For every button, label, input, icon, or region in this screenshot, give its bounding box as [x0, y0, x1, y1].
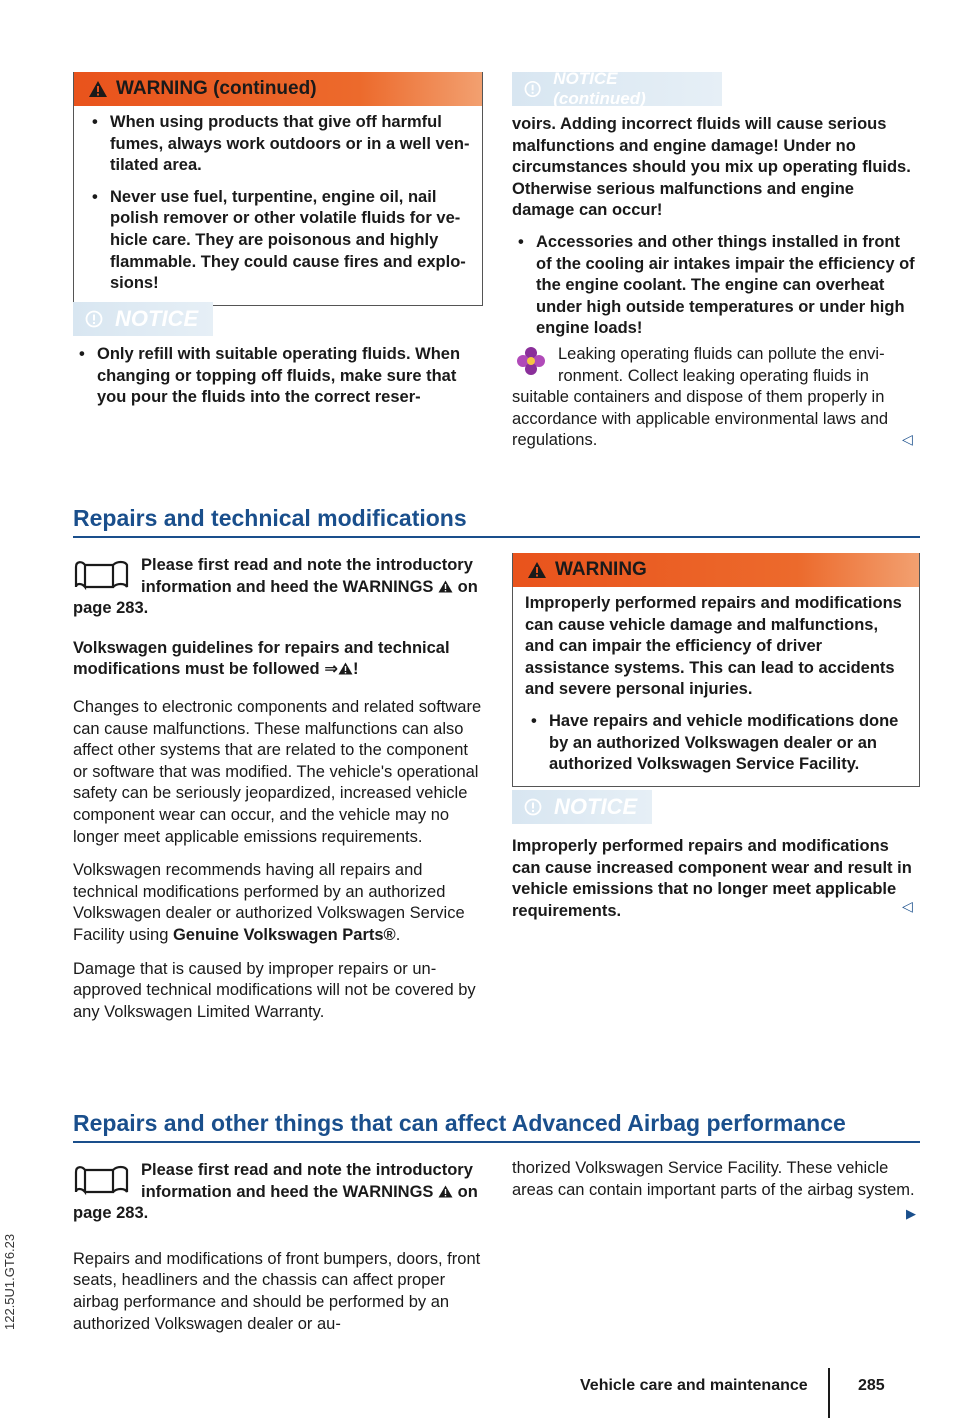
- guideline-suffix: !: [353, 660, 359, 679]
- warning-bullet-fumes: • When using products that give off harmful fumes, always work outdoors or in a well ventilated area.: [86, 112, 470, 177]
- section-end-icon: ◁: [902, 431, 913, 447]
- notice-label: NOTICE: [115, 306, 199, 331]
- warning-label: WARNING (continued): [116, 78, 317, 99]
- footer-section-name: Vehicle care and maintenance: [580, 1377, 808, 1394]
- notice-text: • Only refill with suitable operating fluids. When changing or topping off fluids, make sure that you pour the fluids into the correct reser-: [73, 344, 483, 409]
- guideline-arrow-icon: ⇒: [324, 660, 339, 679]
- warning-triangle-icon: [88, 80, 108, 98]
- notice-circle-icon: [524, 798, 542, 816]
- continue-arrow-icon: ▶: [906, 1206, 916, 1221]
- notice-bullet-cooling: • Accessories and other things installed in front of the cooling air intakes impair the efficiency of the engine coolant. The engine can overheat under high outside temperatures or under high engine loads!: [512, 232, 920, 340]
- notice-continued-text: voirs. Adding incorrect fluids will cause serious malfunctions and engine damage! Under no circumstances should you mix up operating fluids. Otherwise serious malfunctions and engine damage can occur!: [512, 115, 911, 220]
- page-number: 285: [858, 1377, 885, 1394]
- intro-text: Please first read and note the introductory information and heed the WARNINGS: [141, 556, 473, 596]
- warning-triangle-icon: [527, 561, 547, 579]
- section2-left: [73, 1160, 483, 1347]
- recommendation-period: .: [395, 925, 401, 944]
- notice-label: NOTICE: [554, 794, 638, 819]
- intro-block: [73, 1160, 483, 1225]
- paragraph-electronic-changes: Changes to electronic components and related software can cause malfunctions. These malfunctions can also affect other systems that are related to the component or software that was modified. The vehicle's operational safety can be seriously jeopardized, increased vehicle component wear can occur, and the vehicle may no longer meet applicable emissions requirements.: [73, 697, 482, 846]
- notice-continued-header: [512, 69, 722, 108]
- warning-triangle-icon[interactable]: [338, 662, 353, 675]
- warning-triangle-icon: [438, 1185, 453, 1198]
- footer-page: [858, 1377, 885, 1395]
- footer: [580, 1377, 808, 1395]
- environment-note: [512, 344, 920, 464]
- genuine-parts-text: Genuine Volkswagen Parts®: [172, 925, 396, 944]
- intro-text: Please first read and note the introductory information and heed the WARNINGS: [141, 1161, 473, 1201]
- section-end-icon: ◁: [902, 898, 913, 914]
- section1-left: [73, 555, 483, 1035]
- warning-bullet-volatile: • Never use fuel, turpentine, engine oil, nail polish remover or other volatile fluids for vehicle care. They are poisonous and highly flammable. They could cause fires and explosions!: [86, 187, 470, 295]
- section2-right: [512, 1158, 920, 1213]
- warning-box-repairs: [512, 553, 920, 787]
- warning-triangle-icon: [438, 580, 453, 593]
- notice-box-continued: [512, 69, 920, 350]
- notice-box-fluids: [73, 302, 483, 419]
- book-icon: [73, 1162, 131, 1196]
- notice-circle-icon: [85, 310, 103, 328]
- warning-label: WARNING: [555, 559, 647, 580]
- paragraph-warranty: Damage that is caused by improper repairs or unapproved technical modifications will not be covered by any Volkswagen Limited Warranty.: [73, 959, 476, 1021]
- document-code: 122.5U1.GT6.23: [2, 1233, 17, 1330]
- footer-divider: [828, 1368, 830, 1418]
- notice-text: Improperly performed repairs and modifications can cause increased component wear and result in vehicle emissions that no longer meet applicable requirements.: [512, 837, 912, 920]
- notice-circle-icon: [524, 80, 541, 98]
- intro-page-ref[interactable]: on page 283.: [73, 577, 478, 618]
- warning-bullet-authorized: • Have repairs and vehicle modifications done by an authorized Volkswagen dealer or an authorized Volkswagen Service Facility.: [525, 711, 907, 776]
- section-title: Repairs and other things that can affect Advanced Airbag performance: [73, 1110, 920, 1143]
- section-heading-airbag: [73, 1110, 920, 1143]
- paragraph-airbag-modifications: Repairs and modifications of front bumpers, doors, front seats, headliners and the chassis can affect proper airbag performance and should be performed by an authorized Volkswagen dealer or au-: [73, 1249, 481, 1333]
- notice-continued-label: NOTICE (continued): [553, 69, 646, 108]
- book-icon: [73, 557, 131, 591]
- environment-flower-icon: [514, 344, 548, 378]
- warning-header: [513, 553, 919, 587]
- warning-box-continued: [73, 72, 483, 306]
- warning-text: Improperly performed repairs and modifications can cause vehicle damage and malfunctions, and can impair the efficiency of driver assistance systems. This can lead to accidents and severe personal injuries.: [525, 594, 902, 699]
- paragraph-airbag-continued: thorized Volkswagen Service Facility. These vehicle areas can contain important parts of the airbag system.: [512, 1159, 915, 1199]
- paragraph-recommendation: Volkswagen recommends having all repairs and technical modifications performed by an authorized Volkswagen dealer or authorized Volkswagen Service Facility using: [73, 861, 465, 944]
- guideline-text: Volkswagen guidelines for repairs and technical modifications must be followed: [73, 638, 450, 679]
- intro-page-ref[interactable]: on page 283.: [73, 1182, 478, 1223]
- section-title: Repairs and technical modifications: [73, 505, 920, 538]
- section-heading-repairs: [73, 505, 920, 538]
- environment-text: Leaking operating fluids can pollute the environment. Collect leaking operating fluids in suitable containers and dispose of them properly in accordance with applicable environmental laws and regulations.: [512, 345, 889, 450]
- notice-header: [73, 302, 213, 336]
- notice-box-emissions: [512, 790, 920, 932]
- notice-header: [512, 790, 652, 824]
- intro-block: [73, 555, 483, 620]
- warning-header: [74, 72, 482, 106]
